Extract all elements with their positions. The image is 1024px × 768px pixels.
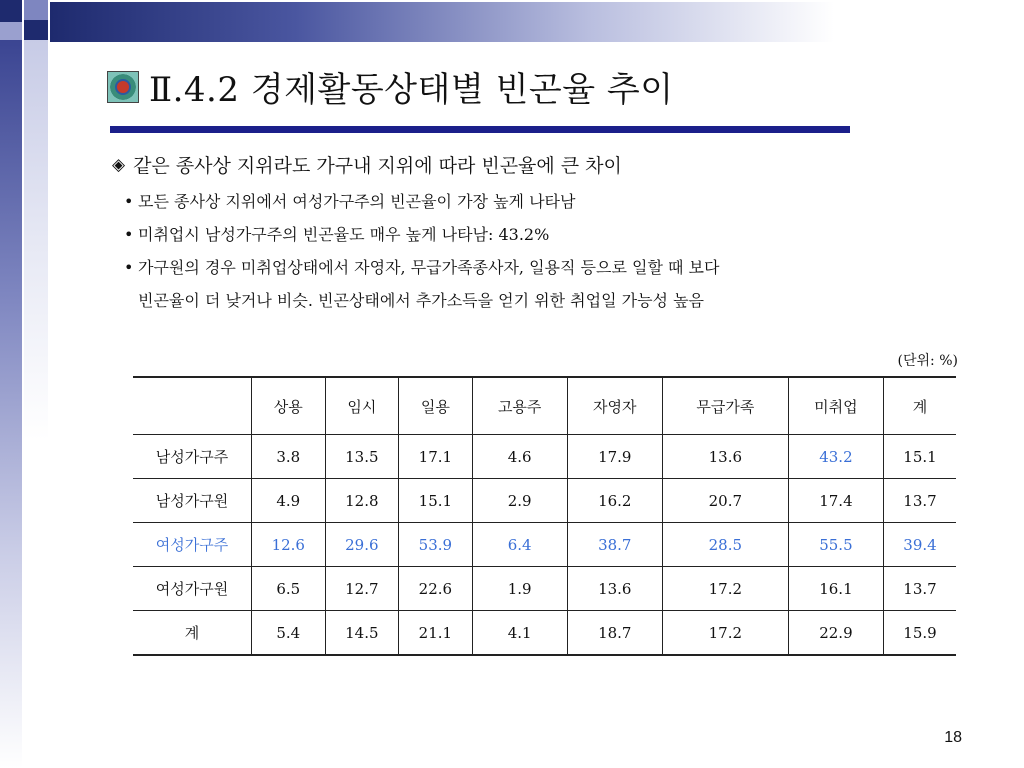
table-cell: 17.2 <box>662 567 788 611</box>
table-cell: 13.6 <box>662 435 788 479</box>
table-cell: 1.9 <box>472 567 567 611</box>
table-cell: 16.2 <box>567 479 662 523</box>
table-cell: 18.7 <box>567 611 662 656</box>
table-cell: 17.1 <box>399 435 473 479</box>
row-label: 계 <box>133 611 252 656</box>
table-cell: 3.8 <box>252 435 326 479</box>
table-body <box>133 435 956 656</box>
table-cell: 12.7 <box>325 567 399 611</box>
column-header: 자영자 <box>567 377 662 435</box>
page-number: 18 <box>944 729 962 746</box>
diamond-bullet-icon: ◈ <box>112 154 126 175</box>
table-cell: 5.4 <box>252 611 326 656</box>
slide-emblem-icon <box>107 71 139 103</box>
table-cell: 13.7 <box>883 567 956 611</box>
table-cell: 13.5 <box>325 435 399 479</box>
left-decor-bar-light <box>24 40 48 440</box>
title-underline <box>110 126 850 133</box>
table-cell: 28.5 <box>662 523 788 567</box>
table-cell: 15.9 <box>883 611 956 656</box>
bullet-continuation: 빈곤율이 더 낮거나 비슷. 빈곤상태에서 추가소득을 얻기 위한 취업일 가능성 높음 <box>138 291 704 310</box>
bullet-text: 미취업시 남성가구주의 빈곤율도 매우 높게 나타남: 43.2% <box>138 225 550 244</box>
row-label: 남성가구원 <box>133 479 252 523</box>
table-cell: 22.9 <box>788 611 883 656</box>
table-cell: 20.7 <box>662 479 788 523</box>
decor-square <box>0 0 22 22</box>
table-cell: 4.6 <box>472 435 567 479</box>
table-cell: 55.5 <box>788 523 883 567</box>
table-cell: 39.4 <box>883 523 956 567</box>
table-cell: 15.1 <box>399 479 473 523</box>
row-label: 남성가구주 <box>133 435 252 479</box>
column-header: 고용주 <box>472 377 567 435</box>
table-cell: 2.9 <box>472 479 567 523</box>
column-header: 임시 <box>325 377 399 435</box>
table-cell: 14.5 <box>325 611 399 656</box>
table-cell: 6.5 <box>252 567 326 611</box>
bullet-item <box>124 222 719 255</box>
left-decor-bar <box>0 40 22 768</box>
slide-title: Ⅱ.4.2 경제활동상태별 빈곤율 추이 <box>149 70 674 110</box>
table-row <box>133 435 956 479</box>
bullet-dot-icon: • <box>124 258 134 277</box>
table-cell: 6.4 <box>472 523 567 567</box>
bullet-text: 모든 종사상 지위에서 여성가구주의 빈곤율이 가장 높게 나타남 <box>138 192 576 211</box>
table-cell: 13.7 <box>883 479 956 523</box>
row-label: 여성가구원 <box>133 567 252 611</box>
table-row <box>133 523 956 567</box>
table-cell: 43.2 <box>788 435 883 479</box>
decor-square <box>24 20 48 40</box>
table-cell: 21.1 <box>399 611 473 656</box>
column-header: 계 <box>883 377 956 435</box>
table-cell: 12.6 <box>252 523 326 567</box>
bullet-text: 가구원의 경우 미취업상태에서 자영자, 무급가족종사자, 일용직 등으로 일할 때 보다 <box>138 258 720 277</box>
bullet-dot-icon: • <box>124 192 134 211</box>
title-row <box>107 62 674 111</box>
table-cell: 12.8 <box>325 479 399 523</box>
table-row <box>133 567 956 611</box>
decor-square <box>24 0 48 22</box>
decor-square <box>0 22 22 40</box>
heading-text: 같은 종사상 지위라도 가구내 지위에 따라 빈곤율에 큰 차이 <box>133 155 622 177</box>
bullet-dot-icon: • <box>124 225 134 244</box>
column-header: 무급가족 <box>662 377 788 435</box>
bullet-list <box>124 189 719 321</box>
table-cell: 16.1 <box>788 567 883 611</box>
table-cell: 4.9 <box>252 479 326 523</box>
table-cell: 53.9 <box>399 523 473 567</box>
table-cell: 17.9 <box>567 435 662 479</box>
table-row <box>133 611 956 656</box>
column-header: 일용 <box>399 377 473 435</box>
bullet-item <box>124 189 719 222</box>
table-row <box>133 479 956 523</box>
table-cell: 29.6 <box>325 523 399 567</box>
table-cell: 15.1 <box>883 435 956 479</box>
section-heading <box>112 151 622 178</box>
table-cell: 22.6 <box>399 567 473 611</box>
table-cell: 17.2 <box>662 611 788 656</box>
unit-label: (단위: %) <box>897 353 958 369</box>
table-cell: 4.1 <box>472 611 567 656</box>
bullet-item <box>124 255 719 288</box>
header-gradient-bar <box>50 2 1024 42</box>
table-cell: 17.4 <box>788 479 883 523</box>
column-header: 상용 <box>252 377 326 435</box>
table-cell: 13.6 <box>567 567 662 611</box>
column-header: 미취업 <box>788 377 883 435</box>
header-corner-cell <box>133 377 252 435</box>
table-header-row <box>133 377 956 435</box>
table-cell: 38.7 <box>567 523 662 567</box>
row-label: 여성가구주 <box>133 523 252 567</box>
poverty-rate-table <box>133 376 956 656</box>
